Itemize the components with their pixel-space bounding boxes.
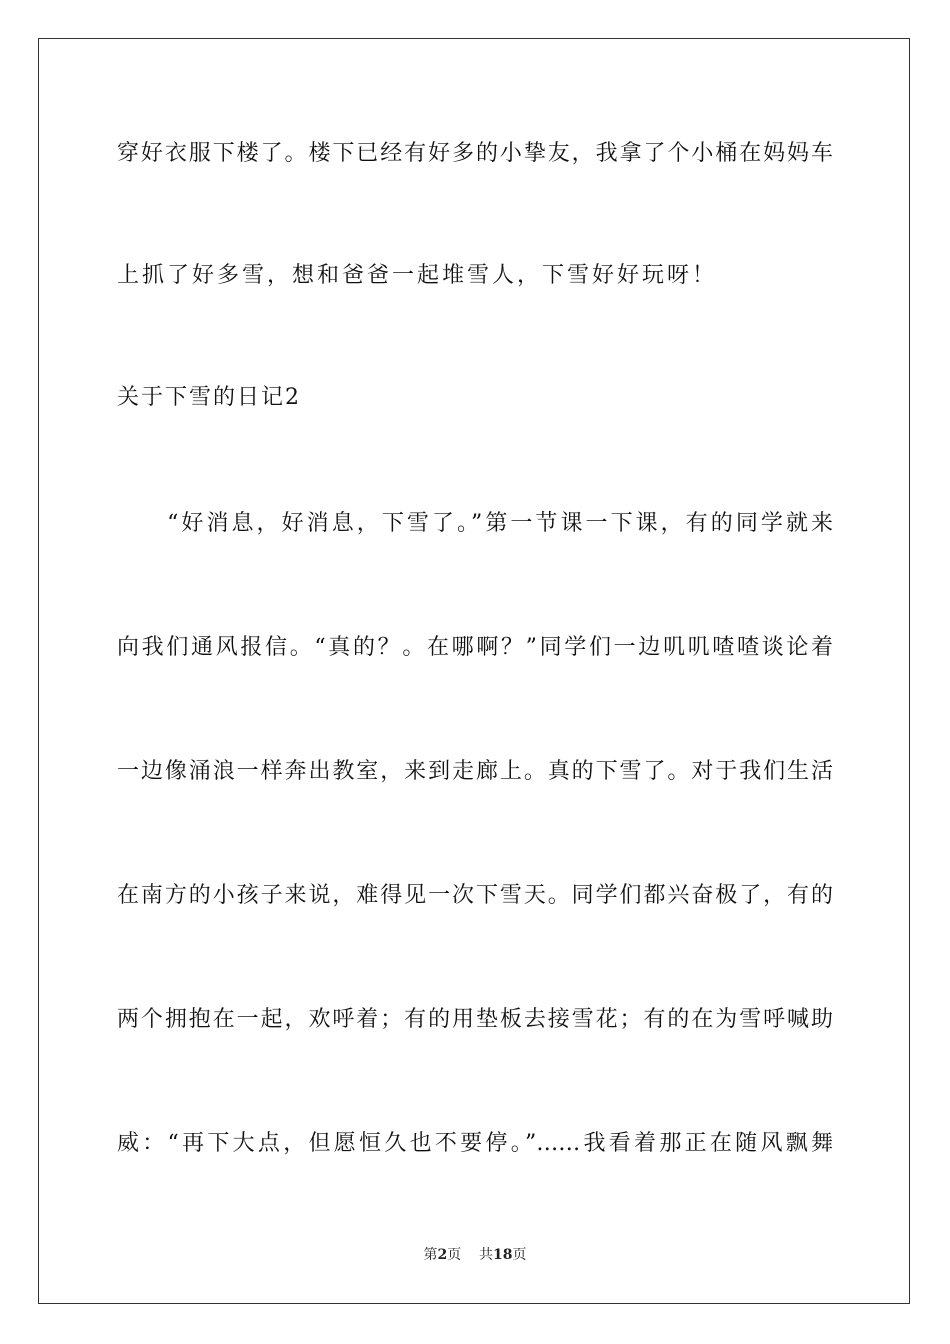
total-prefix: 共 [479,1247,494,1263]
paragraph-line: 一边像涌浪一样奔出教室，来到走廊上。真的下雪了。对于我们生活 [117,759,833,784]
page-current-number: 2 [437,1247,448,1263]
paragraph-line: “好消息，好消息，下雪了。”第一节课一下课，有的同学就来 [117,511,833,536]
total-suffix: 页 [512,1247,527,1263]
page-prefix: 第 [423,1247,438,1263]
paragraph-line: 在南方的小孩子来说，难得见一次下雪天。同学们都兴奋极了，有的 [117,883,833,908]
section-heading: 关于下雪的日记2 [117,385,301,410]
paragraph-line: 上抓了好多雪，想和爸爸一起堆雪人，下雪好好玩呀！ [117,263,718,288]
paragraph-line: 向我们通风报信。“真的？。在哪啊？”同学们一边叽叽喳喳谈论着 [117,635,833,660]
paragraph-line: 穿好衣服下楼了。楼下已经有好多的小挚友，我拿了个小桶在妈妈车 [117,141,833,166]
page-total-number: 18 [493,1247,513,1263]
page-border [38,38,910,1304]
page-footer [0,1246,950,1264]
page-suffix: 页 [447,1247,462,1263]
paragraph-line: 两个拥抱在一起，欢呼着；有的用垫板去接雪花；有的在为雪呼喊助 [117,1007,833,1032]
paragraph-line: 威：“再下大点，但愿恒久也不要停。”……我看着那正在随风飘舞 [117,1131,833,1156]
